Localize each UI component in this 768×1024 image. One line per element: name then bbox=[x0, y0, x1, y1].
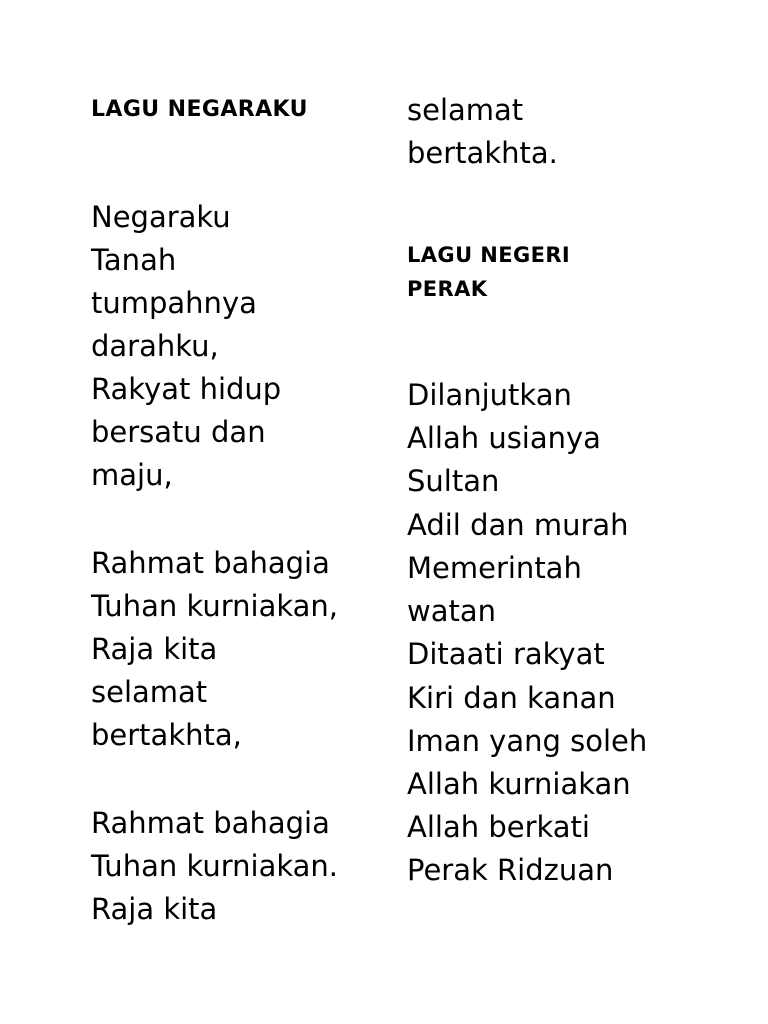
lyric-line: Memerintah bbox=[407, 551, 582, 585]
lyric-line: Iman yang soleh bbox=[407, 724, 648, 758]
lyric-line: Perak Ridzuan bbox=[407, 853, 614, 887]
lyric-line: Allah kurniakan bbox=[407, 767, 631, 801]
lyric-line: Raja kita bbox=[91, 892, 218, 926]
lyric-line: darahku, bbox=[91, 329, 219, 363]
lyric-line: Ditaati rakyat bbox=[407, 637, 605, 671]
lyric-line: Negaraku bbox=[91, 200, 231, 234]
lyric-line: Adil dan murah bbox=[407, 508, 629, 542]
state-anthem-title-line: LAGU NEGERI bbox=[407, 243, 571, 267]
lyric-line: selamat bbox=[407, 93, 524, 127]
anthem-title: LAGU NEGARAKU bbox=[91, 97, 308, 122]
lyric-line: Rahmat bahagia bbox=[91, 546, 330, 580]
lyric-line: Tuhan kurniakan, bbox=[91, 589, 338, 623]
lyric-line: selamat bbox=[91, 675, 208, 709]
lyric-line: bersatu dan bbox=[91, 415, 266, 449]
lyric-line: Sultan bbox=[407, 464, 500, 498]
lyric-line: Allah usianya bbox=[407, 421, 601, 455]
lyric-line: Dilanjutkan bbox=[407, 378, 572, 412]
lyric-line: Tuhan kurniakan. bbox=[91, 849, 338, 883]
lyric-line: tumpahnya bbox=[91, 286, 257, 320]
lyric-line: maju, bbox=[91, 458, 173, 492]
state-anthem-title-line: PERAK bbox=[407, 277, 488, 301]
lyric-line: Tanah bbox=[91, 243, 177, 277]
lyric-line: Allah berkati bbox=[407, 810, 590, 844]
lyric-line: bertakhta. bbox=[407, 136, 558, 170]
lyric-line: watan bbox=[407, 594, 497, 628]
lyric-line: Kiri dan kanan bbox=[407, 681, 616, 715]
lyric-line: Rahmat bahagia bbox=[91, 806, 330, 840]
lyric-line: Rakyat hidup bbox=[91, 372, 282, 406]
lyric-line: bertakhta, bbox=[91, 718, 242, 752]
lyric-line: Raja kita bbox=[91, 632, 218, 666]
